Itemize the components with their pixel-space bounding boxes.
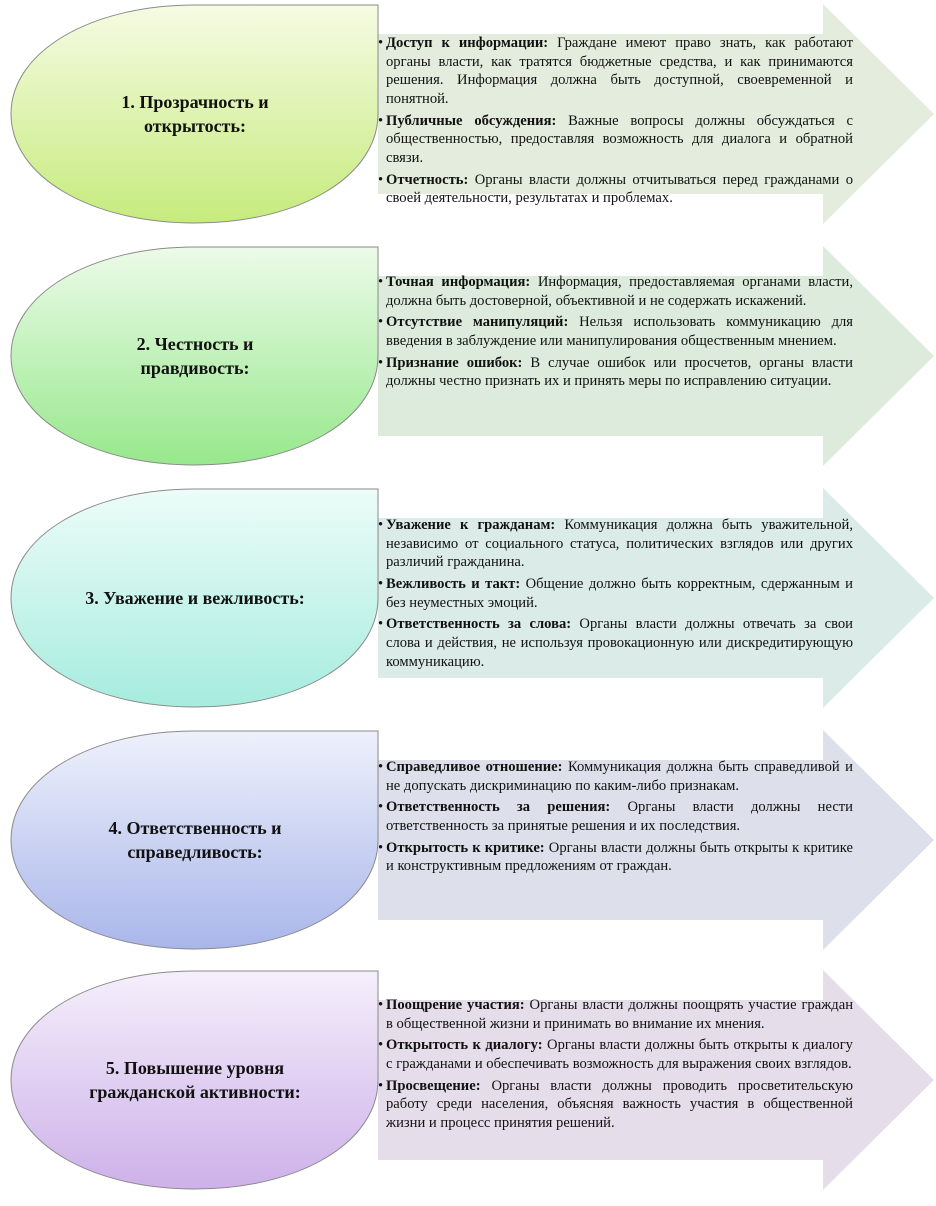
- bullet-item: [378, 1077, 853, 1133]
- bullet-text: Общение должно быть корректным, сдержанным и без неуместных эмоций.: [386, 576, 853, 611]
- bullet-marker: •: [378, 314, 384, 331]
- bullet-item: [378, 575, 853, 612]
- bullet-term: Признание ошибок:: [386, 354, 523, 371]
- bullet-item: [378, 758, 853, 795]
- bullet-text: Важные вопросы должны обсуждаться с общественностью, предоставляя возможность для диалога и обратной связи.: [386, 112, 853, 167]
- bullet-item: [378, 112, 853, 168]
- bullet-term: Публичные обсуждения:: [386, 112, 557, 129]
- bullet-item: [378, 171, 853, 208]
- bullet-list: [378, 273, 853, 394]
- row-title: 4. Ответственность и справедливость:: [108, 817, 282, 862]
- bullet-term: Уважение к гражданам:: [386, 517, 556, 533]
- bullet-text: Органы власти должны отчитываться перед гражданами о своей деятельности, результатах и проблемах.: [386, 171, 853, 207]
- bullet-term: Ответственность за решения:: [386, 799, 611, 816]
- bullet-term: Доступ к информации:: [386, 35, 549, 51]
- row-5: [0, 966, 936, 1206]
- bullet-marker: •: [378, 1037, 384, 1054]
- bullet-marker: •: [378, 576, 384, 593]
- bullet-marker: •: [378, 1077, 384, 1094]
- bullet-item: [378, 313, 853, 350]
- bullet-marker: •: [378, 354, 384, 371]
- bullet-list: [378, 996, 853, 1136]
- row-4: [0, 726, 936, 966]
- bullet-item: [378, 273, 853, 310]
- bullet-term: Отчетность:: [386, 171, 469, 188]
- bullet-marker: •: [378, 839, 384, 856]
- bullet-term: Отсутствие манипуляций:: [386, 314, 569, 331]
- bullet-marker: •: [378, 799, 384, 816]
- bullet-list: [378, 516, 853, 674]
- bullet-marker: •: [378, 112, 384, 129]
- bullet-text: Органы власти должны нести ответственность за принятые решения и их последствия.: [386, 799, 853, 835]
- bullet-item: [378, 615, 853, 671]
- bullet-marker: •: [378, 759, 384, 775]
- bullet-marker: •: [378, 35, 384, 51]
- bullet-item: [378, 798, 853, 835]
- bullet-text: Информация, предоставляемая органами власти, должна быть достоверной, объективной и не содержать искажений.: [386, 274, 853, 309]
- bullet-text: Нельзя использовать коммуникацию для введения в заблуждение или манипулирования общественным мнением.: [386, 314, 853, 350]
- bullet-text: Коммуникация должна быть справедливой и не допускать дискриминацию по каким-либо признакам.: [386, 759, 853, 794]
- bullet-text: Коммуникация должна быть уважительной, независимо от социального статуса, политических взглядов или других различий гражданина.: [386, 517, 853, 571]
- bullet-list: [378, 34, 853, 211]
- bullet-text: Органы власти должны проводить просветительскую работу среди населения, объясняя важность участия в общественной жизни и процесс принятия решений.: [386, 1077, 853, 1132]
- bullet-item: [378, 516, 853, 572]
- bullet-term: Открытость к критике:: [386, 839, 545, 856]
- bullet-item: [378, 354, 853, 391]
- bullet-marker: •: [378, 274, 384, 290]
- bullet-item: [378, 34, 853, 109]
- row-2: [0, 242, 936, 482]
- bullet-item: [378, 996, 853, 1033]
- row-1: [0, 0, 936, 240]
- bullet-text: Органы власти должны быть открыты к критике и конструктивным предложениям от граждан.: [386, 839, 853, 875]
- row-title: 2. Честность и правдивость:: [136, 333, 254, 378]
- bullet-marker: •: [378, 171, 384, 188]
- row-title: 3. Уважение и вежливость:: [85, 587, 305, 608]
- bullet-term: Точная информация:: [386, 274, 531, 290]
- bullet-marker: •: [378, 517, 384, 533]
- bullet-term: Поощрение участия:: [386, 997, 525, 1013]
- bullet-term: Открытость к диалогу:: [386, 1037, 543, 1054]
- bullet-term: Вежливость и такт:: [386, 576, 521, 593]
- bullet-text: Граждане имеют право знать, как работают органы власти, как тратятся бюджетные средства, и как принимаются решения. Информация должна быть доступной, своевременной и понятной.: [386, 35, 853, 108]
- bullet-marker: •: [378, 997, 384, 1013]
- bullet-term: Ответственность за слова:: [386, 616, 572, 633]
- bullet-text: Органы власти должны поощрять участие граждан в общественной жизни и принимать во внимание их мнения.: [386, 997, 853, 1032]
- bullet-text: В случае ошибок или просчетов, органы власти должны честно признать их и принять меры по исправлению ситуации.: [386, 354, 853, 390]
- bullet-marker: •: [378, 616, 384, 633]
- bullet-item: [378, 1036, 853, 1073]
- row-3: [0, 484, 936, 724]
- bullet-item: [378, 839, 853, 876]
- row-title: 5. Повышение уровня гражданской активности:: [89, 1057, 301, 1102]
- bullet-text: Органы власти должны отвечать за свои слова и действия, не используя провокационную или дискредитирующую коммуникацию.: [386, 616, 853, 670]
- bullet-term: Справедливое отношение:: [386, 759, 563, 775]
- row-title: 1. Прозрачность и открытость:: [121, 91, 269, 136]
- bullet-term: Просвещение:: [386, 1077, 481, 1094]
- bullet-text: Органы власти должны быть открыты к диалогу с гражданами и обеспечивать возможность для выражения своих взглядов.: [386, 1037, 853, 1073]
- bullet-list: [378, 758, 853, 879]
